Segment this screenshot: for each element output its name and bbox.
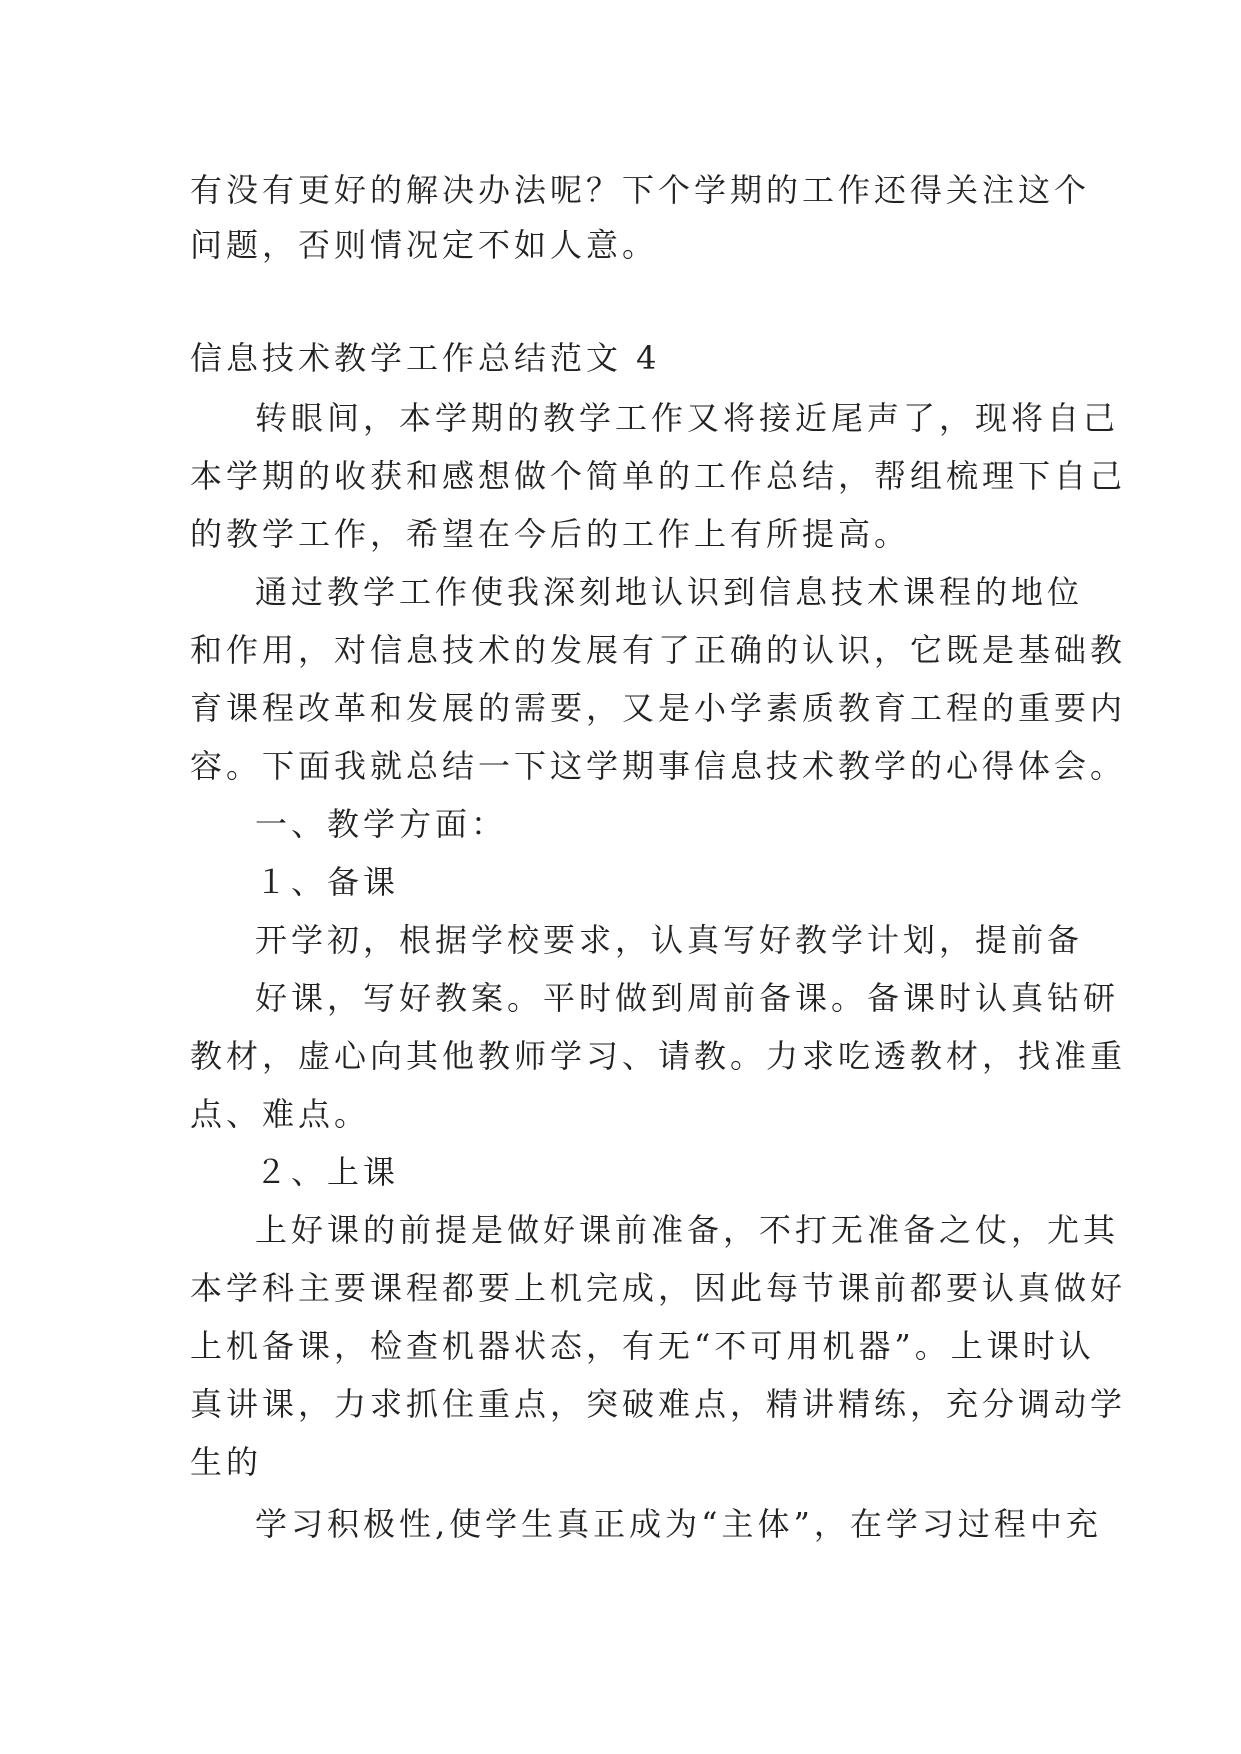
subsection-heading: 一、教学方面： <box>255 805 508 843</box>
item-heading: ２、上课 <box>255 1153 400 1191</box>
text-line: 和作用，对信息技术的发展有了正确的认识，它既是基础教 <box>190 631 1127 669</box>
text-line: 好课，写好教案。平时做到周前备课。备课时认真钻研 <box>255 979 1120 1017</box>
text-line: 上机备课，检查机器状态，有无“不可用机器”。上课时认 <box>190 1327 1095 1365</box>
text-line: 容。下面我就总结一下这学期事信息技术教学的心得体会。 <box>190 747 1127 785</box>
text-line: 开学初，根据学校要求，认真写好教学计划，提前备 <box>255 921 1084 959</box>
item-heading: １、备课 <box>255 863 400 901</box>
text-line: 真讲课，力求抓住重点，突破难点，精讲精练，充分调动学 <box>190 1385 1127 1423</box>
text-line: 本学期的收获和感想做个简单的工作总结，帮组梳理下自己 <box>190 457 1127 495</box>
text-line: 上好课的前提是做好课前准备，不打无准备之仗，尤其 <box>255 1211 1120 1249</box>
text-line: 的教学工作，希望在今后的工作上有所提高。 <box>190 515 911 553</box>
text-line: 通过教学工作使我深刻地认识到信息技术课程的地位 <box>255 573 1084 611</box>
text-line: 转眼间，本学期的教学工作又将接近尾声了，现将自己 <box>255 399 1120 437</box>
text-line: 育课程改革和发展的需要，又是小学素质教育工程的重要内 <box>190 689 1127 727</box>
text-line: 有没有更好的解决办法呢？下个学期的工作还得关注这个 <box>190 171 1091 209</box>
section-heading: 信息技术教学工作总结范文 4 <box>190 339 661 377</box>
text-line: 学习积极性,使学生真正成为“主体”，在学习过程中充 <box>255 1505 1102 1543</box>
text-line: 问题，否则情况定不如人意。 <box>190 226 659 264</box>
text-line: 生的 <box>190 1443 263 1481</box>
text-line: 本学科主要课程都要上机完成，因此每节课前都要认真做好 <box>190 1269 1127 1307</box>
text-line: 教材，虚心向其他教师学习、请教。力求吃透教材，找准重 <box>190 1037 1127 1075</box>
text-line: 点、难点。 <box>190 1095 371 1133</box>
